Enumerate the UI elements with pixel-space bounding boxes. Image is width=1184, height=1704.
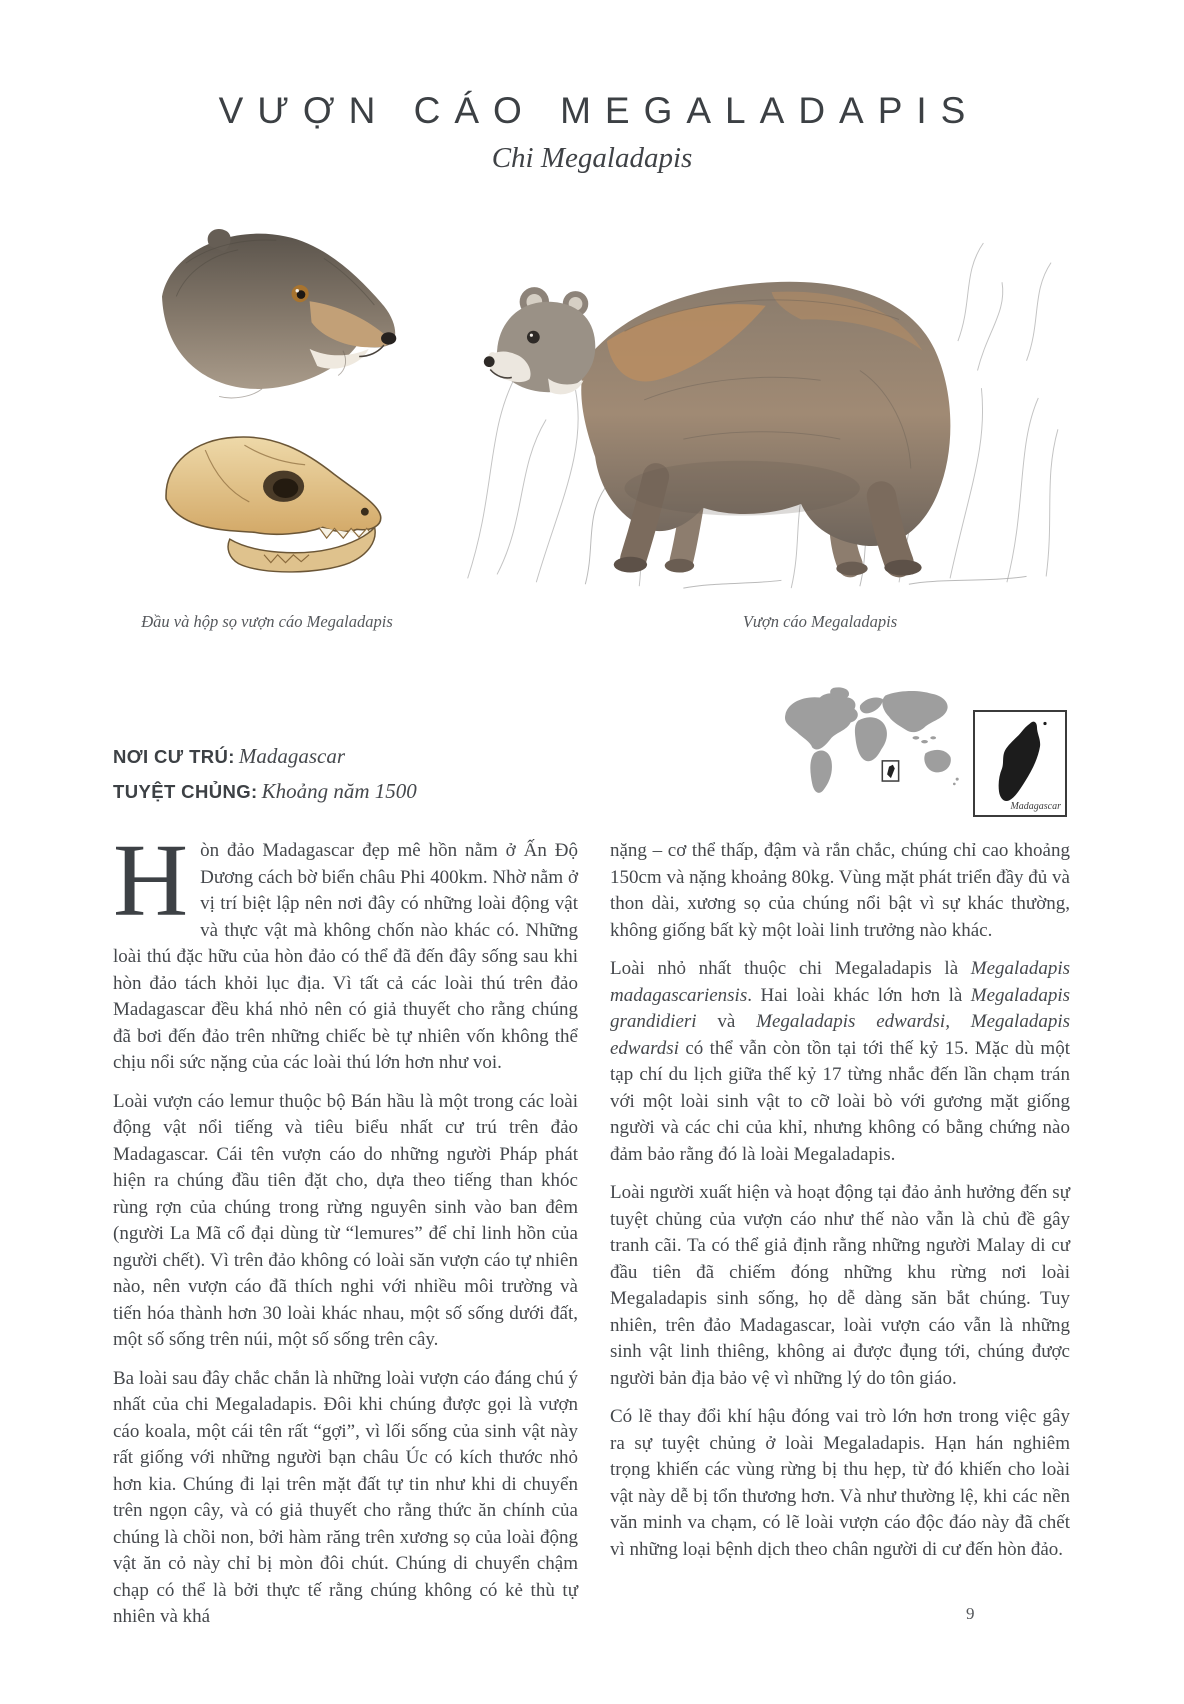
figure-caption-left: Đầu và hộp sọ vượn cáo Megaladapis: [141, 612, 393, 631]
body-paragraph: Ba loài sau đây chắc chắn là những loài vượn cáo đáng chú ý nhất của chi Megaladapis. Đôi khi chúng được gọi là vượn cáo koala, một cái tên rất “gợi”, vì lối sống của sinh vật này rất giống với những người bạn châu Úc có kích thước nhỏ hơn kia. Chúng đi lại trên mặt đất tự tin như khi di chuyển trên ngọn cây, và có giả thuyết cho rằng thức ăn chính của chúng là chồi non, bởi hàm răng trên xương sọ của loài động vật ăn cỏ này chỉ bị mòn đôi chút. Chúng di chuyển chậm chạp có thể là bởi thực tế rằng chúng không có kẻ thù tự nhiên và khá: [113, 1367, 578, 1627]
page-title: VƯỢN CÁO MEGALADAPIS: [218, 90, 980, 131]
page-subtitle: Chi Megaladapis: [491, 142, 693, 174]
megaladapis-head-illustration: [112, 206, 412, 406]
extinct-value: Khoảng năm 1500: [261, 779, 417, 803]
madagascar-inset-map: [973, 710, 1067, 817]
fact-block: [113, 740, 417, 810]
page-number: 9: [966, 1604, 975, 1623]
body-paragraph: Hòn đảo Madagascar đẹp mê hồn nằm ở Ấn Độ Dương cách bờ biển châu Phi 400km. Nhờ nằm ở vị trí biệt lập nên nơi đây có những loài động vật và thực vật mà không chốn nào khác có. Những loài thú đặc hữu của hòn đảo có thể đã đến đây sống sau khi hòn đảo tách khỏi lục địa. Vì tất cả các loài thú trên đảo Madagascar đều khá nhỏ nên có giả thuyết cho rằng chúng đã bơi đến đảo trên những chiếc bè tự nhiên vốn không thể chịu nổi sức nặng của các loài thú lớn hơn như voi.: [113, 823, 578, 1073]
drop-cap: H: [113, 823, 189, 938]
text-column-right: [610, 838, 1070, 1563]
text-column-left: [113, 823, 578, 1631]
megaladapis-body-illustration: [428, 194, 1076, 596]
body-paragraph: Có lẽ thay đổi khí hậu đóng vai trò lớn hơn trong việc gây ra sự tuyệt chủng ở loài Megaladapis. Hạn hán nghiêm trọng khiến các vùng rừng bị thu hẹp, từ đó khiến cho loài vật này dễ bị tổn thương hơn. Và như thường lệ, khi các nền văn minh va chạm, có lẽ loài vượn cáo độc đáo này đã chết vì những loại bệnh dịch theo chân người di cư đến hòn đảo.: [610, 1406, 1070, 1560]
extinct-label: TUYỆT CHỦNG:: [113, 781, 258, 802]
body-paragraph: Loài người xuất hiện và hoạt động tại đảo ảnh hưởng đến sự tuyệt chủng của vượn cáo như thế nào vẫn là chủ đề gây tranh cãi. Ta có thể giả định rằng những người Malay di cư đầu tiên đã chiếm đóng những khu rừng nơi loài Megaladapis sinh sống, họ dễ dàng săn bắt chúng. Tuy nhiên, trên đảo Madagascar, loài vượn cáo vẫn là những sinh vật linh thiêng, không ai được đụng tới, chúng được người bản địa bảo vệ vì những lý do tôn giáo.: [610, 1182, 1070, 1389]
body-paragraph: Loài nhỏ nhất thuộc chi Megaladapis là Megaladapis madagascariensis. Hai loài khác lớn hơn là Megaladapis grandidieri và Megaladapis edwardsi, Megaladapis edwardsi có thể vẫn còn tồn tại tới thế kỷ 15. Mặc dù một tạp chí du lịch giữa thế kỷ 17 từng nhắc đến lần chạm trán với một loài sinh vật to cỡ loài bò với gương mặt giống người và các chi của khỉ, nhưng không có bằng chứng nào đảm bảo rằng đó là loài Megaladapis.: [610, 958, 1070, 1165]
body-paragraph: nặng – cơ thể thấp, đậm và rắn chắc, chúng chỉ cao khoảng 150cm và nặng khoảng 80kg. Vùng mặt phát triển đầy đủ và thon dài, xương sọ của chúng nổi bật vì sự khác thường, không giống bất kỳ một loài linh trưởng nào khác.: [610, 840, 1070, 941]
megaladapis-skull-illustration: [130, 406, 398, 592]
habitat-value: Madagascar: [238, 744, 346, 768]
madagascar-marker: [887, 765, 895, 778]
world-map: [770, 686, 962, 810]
habitat-label: NƠI CƯ TRÚ:: [113, 746, 235, 767]
inset-map-label: Madagascar: [1010, 801, 1061, 812]
figure-caption-right: Vượn cáo Megaladapis: [742, 612, 898, 631]
body-paragraph: Loài vượn cáo lemur thuộc bộ Bán hầu là một trong các loài động vật nổi tiếng và tiêu biểu nhất cư trú trên đảo Madagascar. Cái tên vượn cáo do những người Pháp phát hiện ra chúng đầu tiên đặt cho, dựa theo tiếng than khóc rùng rợn của chúng trong rừng nguyên sinh vào ban đêm (người La Mã cổ đại dùng từ “lemures” để chỉ linh hồn của người chết). Vì trên đảo không có loài săn vượn cáo tự nhiên nào, nên vượn cáo đã thích nghi với nhiều môi trường và tiến hóa thành hơn 30 loài khác nhau, một số sống dưới đất, một số sống trên núi, một số sống trên cây.: [113, 1090, 578, 1350]
